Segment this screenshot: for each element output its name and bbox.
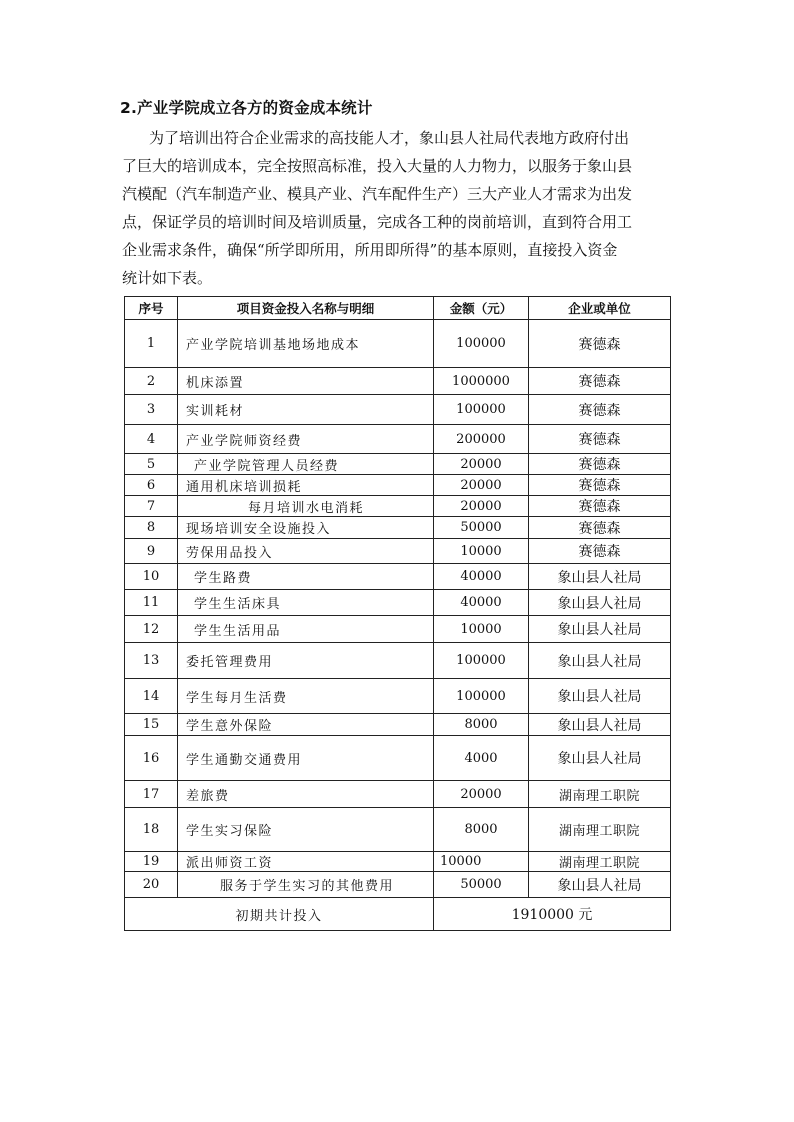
row-item: 每月培训水电消耗	[178, 496, 434, 517]
row-amount: 200000	[434, 425, 529, 454]
header-item: 项目资金投入名称与明细	[178, 297, 434, 320]
row-amount: 50000	[434, 517, 529, 539]
row-item: 差旅费	[178, 781, 434, 808]
row-org: 赛德森	[529, 395, 671, 425]
table-row	[125, 643, 671, 679]
row-no: 13	[125, 643, 178, 679]
cost-table	[124, 296, 671, 931]
row-org: 湖南理工职院	[529, 808, 671, 852]
row-no: 18	[125, 808, 178, 852]
header-no: 序号	[125, 297, 178, 320]
row-amount: 40000	[434, 564, 529, 590]
table-row	[125, 781, 671, 808]
row-item: 学生意外保险	[178, 714, 434, 736]
table-row	[125, 590, 671, 616]
row-amount: 100000	[434, 679, 529, 714]
row-org: 湖南理工职院	[529, 852, 671, 872]
row-amount: 10000	[434, 852, 529, 872]
row-no: 12	[125, 616, 178, 643]
row-org: 象山县人社局	[529, 679, 671, 714]
row-org: 象山县人社局	[529, 590, 671, 616]
row-item: 通用机床培训损耗	[178, 475, 434, 496]
table-row	[125, 564, 671, 590]
row-org: 赛德森	[529, 368, 671, 395]
row-org: 象山县人社局	[529, 616, 671, 643]
total-value: 1910000 元	[434, 898, 671, 931]
row-item: 学生路费	[178, 564, 434, 590]
table-row	[125, 475, 671, 496]
table-row	[125, 395, 671, 425]
row-org: 象山县人社局	[529, 872, 671, 898]
row-item: 现场培训安全设施投入	[178, 517, 434, 539]
row-amount: 4000	[434, 736, 529, 781]
row-item: 产业学院师资经费	[178, 425, 434, 454]
row-item: 学生实习保险	[178, 808, 434, 852]
intro-paragraph	[122, 124, 672, 292]
row-no: 2	[125, 368, 178, 395]
table-row	[125, 425, 671, 454]
row-no: 1	[125, 320, 178, 368]
row-item: 服务于学生实习的其他费用	[178, 872, 434, 898]
row-no: 6	[125, 475, 178, 496]
row-no: 19	[125, 852, 178, 872]
table-row	[125, 616, 671, 643]
paragraph-line: 统计如下表。	[122, 269, 213, 287]
row-org: 赛德森	[529, 425, 671, 454]
table-total-row	[125, 898, 671, 931]
row-amount: 1000000	[434, 368, 529, 395]
row-no: 16	[125, 736, 178, 781]
row-amount: 100000	[434, 395, 529, 425]
row-item: 机床添置	[178, 368, 434, 395]
table-row	[125, 808, 671, 852]
row-org: 象山县人社局	[529, 564, 671, 590]
row-no: 17	[125, 781, 178, 808]
row-org: 赛德森	[529, 539, 671, 564]
row-amount: 20000	[434, 781, 529, 808]
row-no: 11	[125, 590, 178, 616]
row-no: 4	[125, 425, 178, 454]
row-amount: 20000	[434, 475, 529, 496]
table-row	[125, 714, 671, 736]
row-no: 20	[125, 872, 178, 898]
row-org: 象山县人社局	[529, 714, 671, 736]
row-amount: 8000	[434, 808, 529, 852]
row-amount: 40000	[434, 590, 529, 616]
row-item: 学生每月生活费	[178, 679, 434, 714]
table-row	[125, 320, 671, 368]
row-org: 湖南理工职院	[529, 781, 671, 808]
total-label: 初期共计投入	[125, 898, 434, 931]
row-no: 10	[125, 564, 178, 590]
table-row	[125, 736, 671, 781]
table-header-row	[125, 297, 671, 320]
row-no: 9	[125, 539, 178, 564]
row-org: 赛德森	[529, 475, 671, 496]
table-row	[125, 454, 671, 475]
paragraph-line: 点，保证学员的培训时间及培训质量，完成各工种的岗前培训，直到符合用工	[122, 213, 633, 231]
row-amount: 50000	[434, 872, 529, 898]
paragraph-line: 为了培训出符合企业需求的高技能人才，象山县人社局代表地方政府付出	[149, 129, 630, 147]
row-org: 象山县人社局	[529, 643, 671, 679]
table-row	[125, 872, 671, 898]
row-item: 学生生活用品	[178, 616, 434, 643]
table-row	[125, 368, 671, 395]
table-row	[125, 679, 671, 714]
paragraph-line: 汽模配（汽车制造产业、模具产业、汽车配件生产）三大产业人才需求为出发	[122, 185, 633, 203]
row-amount: 100000	[434, 320, 529, 368]
row-no: 15	[125, 714, 178, 736]
row-amount: 100000	[434, 643, 529, 679]
row-item: 产业学院培训基地场地成本	[178, 320, 434, 368]
header-org: 企业或单位	[529, 297, 671, 320]
table-row	[125, 852, 671, 872]
row-item: 委托管理费用	[178, 643, 434, 679]
row-item: 派出师资工资	[178, 852, 434, 872]
row-org: 象山县人社局	[529, 736, 671, 781]
row-item: 学生生活床具	[178, 590, 434, 616]
row-org: 赛德森	[529, 496, 671, 517]
table-row	[125, 496, 671, 517]
row-amount: 10000	[434, 616, 529, 643]
table-row	[125, 517, 671, 539]
row-no: 14	[125, 679, 178, 714]
row-amount: 20000	[434, 454, 529, 475]
row-org: 赛德森	[529, 320, 671, 368]
row-amount: 8000	[434, 714, 529, 736]
row-org: 赛德森	[529, 454, 671, 475]
row-amount: 10000	[434, 539, 529, 564]
row-org: 赛德森	[529, 517, 671, 539]
header-amount: 金额（元）	[434, 297, 529, 320]
paragraph-line: 了巨大的培训成本，完全按照高标准，投入大量的人力物力，以服务于象山县	[122, 157, 633, 175]
row-item: 实训耗材	[178, 395, 434, 425]
row-item: 劳保用品投入	[178, 539, 434, 564]
row-item: 学生通勤交通费用	[178, 736, 434, 781]
row-no: 8	[125, 517, 178, 539]
row-no: 5	[125, 454, 178, 475]
section-heading: 2.产业学院成立各方的资金成本统计	[120, 99, 373, 117]
table-row	[125, 539, 671, 564]
paragraph-line: 企业需求条件，确保“所学即所用，所用即所得”的基本原则，直接投入资金	[122, 241, 618, 259]
row-no: 7	[125, 496, 178, 517]
row-no: 3	[125, 395, 178, 425]
row-amount: 20000	[434, 496, 529, 517]
row-item: 产业学院管理人员经费	[178, 454, 434, 475]
